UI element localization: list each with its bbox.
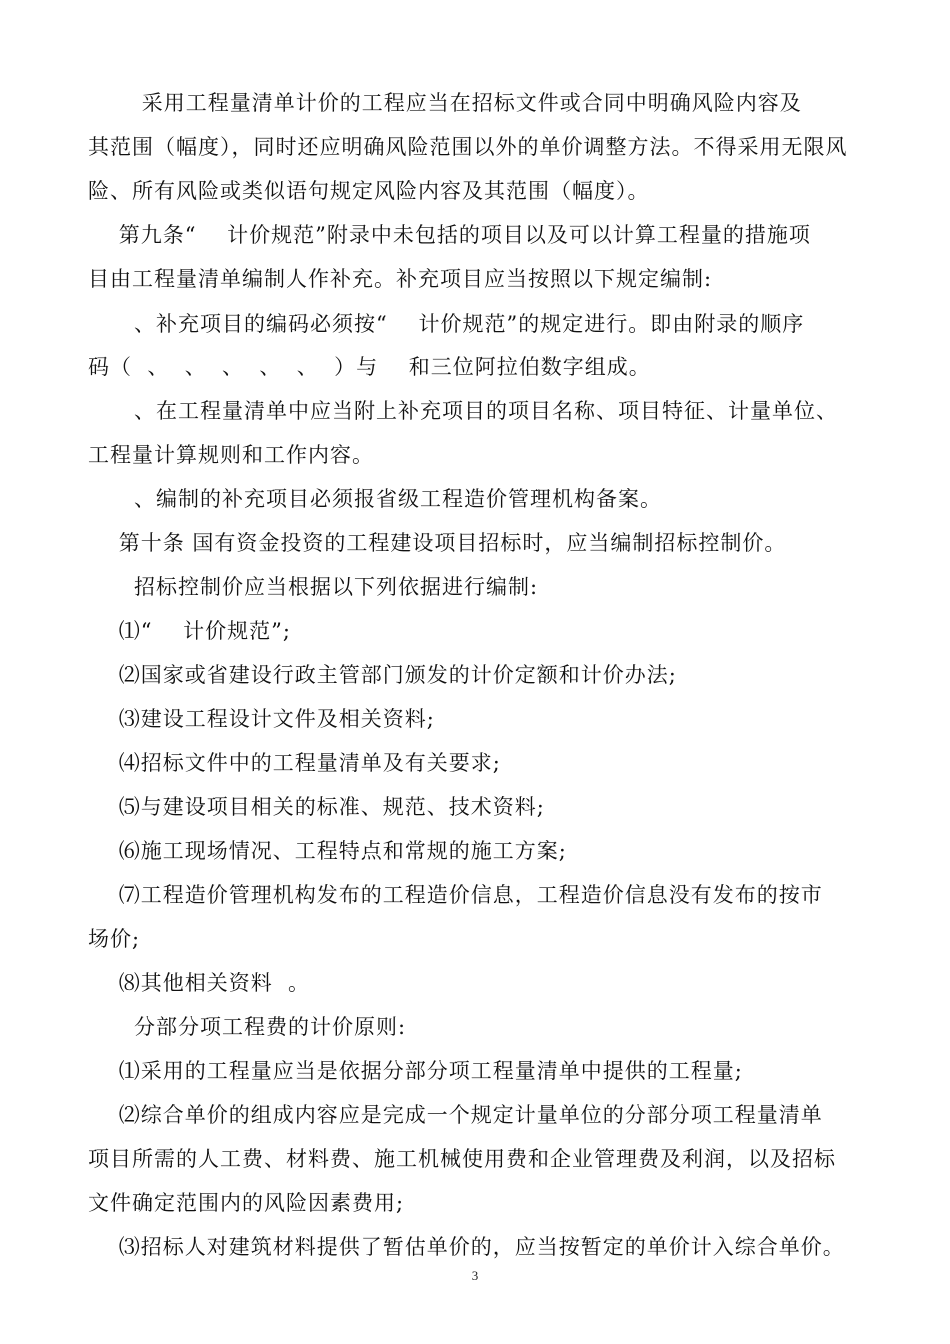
text-line: 采用工程量清单计价的工程应当在招标文件或合同中明确风险内容及 — [88, 91, 802, 115]
text-line: ⑸与建设项目相关的标准、规范、技术资料; — [88, 795, 545, 819]
text-line: 目由工程量清单编制人作补充。补充项目应当按照以下规定编制: — [88, 267, 713, 291]
text-line: ⑵国家或省建设行政主管部门颁发的计价定额和计价办法; — [88, 663, 677, 687]
text-line: 项目所需的人工费、材料费、施工机械使用费和企业管理费及利润，以及招标 — [88, 1147, 836, 1171]
text-line: 第九条“ 计价规范”附录中未包括的项目以及可以计算工程量的措施项 — [88, 223, 811, 247]
text-line: 其范围（幅度），同时还应明确风险范围以外的单价调整方法。不得采用无限风 — [88, 135, 848, 159]
text-line: ⑴“ 计价规范”; — [88, 619, 291, 643]
text-line: 分部分项工程费的计价原则: — [88, 1015, 407, 1039]
text-line: 、编制的补充项目必须报省级工程造价管理机构备案。 — [88, 487, 663, 511]
text-line: 、在工程量清单中应当附上补充项目的项目名称、项目特征、计量单位、 — [88, 399, 839, 423]
text-line: 场价; — [88, 927, 141, 951]
text-line: 码（ 、 、 、 、 、 ）与 和三位阿拉伯数字组成。 — [88, 355, 651, 379]
text-line: 文件确定范围内的风险因素费用; — [88, 1191, 405, 1215]
text-line: ⑹施工现场情况、工程特点和常规的施工方案; — [88, 839, 567, 863]
text-line: 、补充项目的编码必须按“ 计价规范”的规定进行。即由附录的顺序 — [88, 312, 805, 336]
text-line: ⑻其他相关资料 。 — [88, 971, 311, 995]
text-line: ⑶建设工程设计文件及相关资料; — [88, 707, 435, 731]
text-line: ⑵综合单价的组成内容应是完成一个规定计量单位的分部分项工程量清单 — [88, 1103, 823, 1127]
text-line: ⑶招标人对建筑材料提供了暂估单价的，应当按暂定的单价计入综合单价。 — [88, 1235, 845, 1259]
text-line: ⑷招标文件中的工程量清单及有关要求; — [88, 751, 501, 775]
text-line: 险、所有风险或类似语句规定风险内容及其范围（幅度）。 — [88, 179, 650, 203]
page-number: 3 — [471, 1268, 479, 1283]
text-line: 第十条 国有资金投资的工程建设项目招标时，应当编制招标控制价。 — [88, 531, 787, 555]
text-line: ⑴采用的工程量应当是依据分部分项工程量清单中提供的工程量; — [88, 1059, 743, 1083]
text-line: ⑺工程造价管理机构发布的工程造价信息，工程造价信息没有发布的按市 — [88, 883, 823, 907]
text-line: 招标控制价应当根据以下列依据进行编制: — [88, 575, 539, 599]
text-line: 工程量计算规则和工作内容。 — [88, 443, 374, 467]
